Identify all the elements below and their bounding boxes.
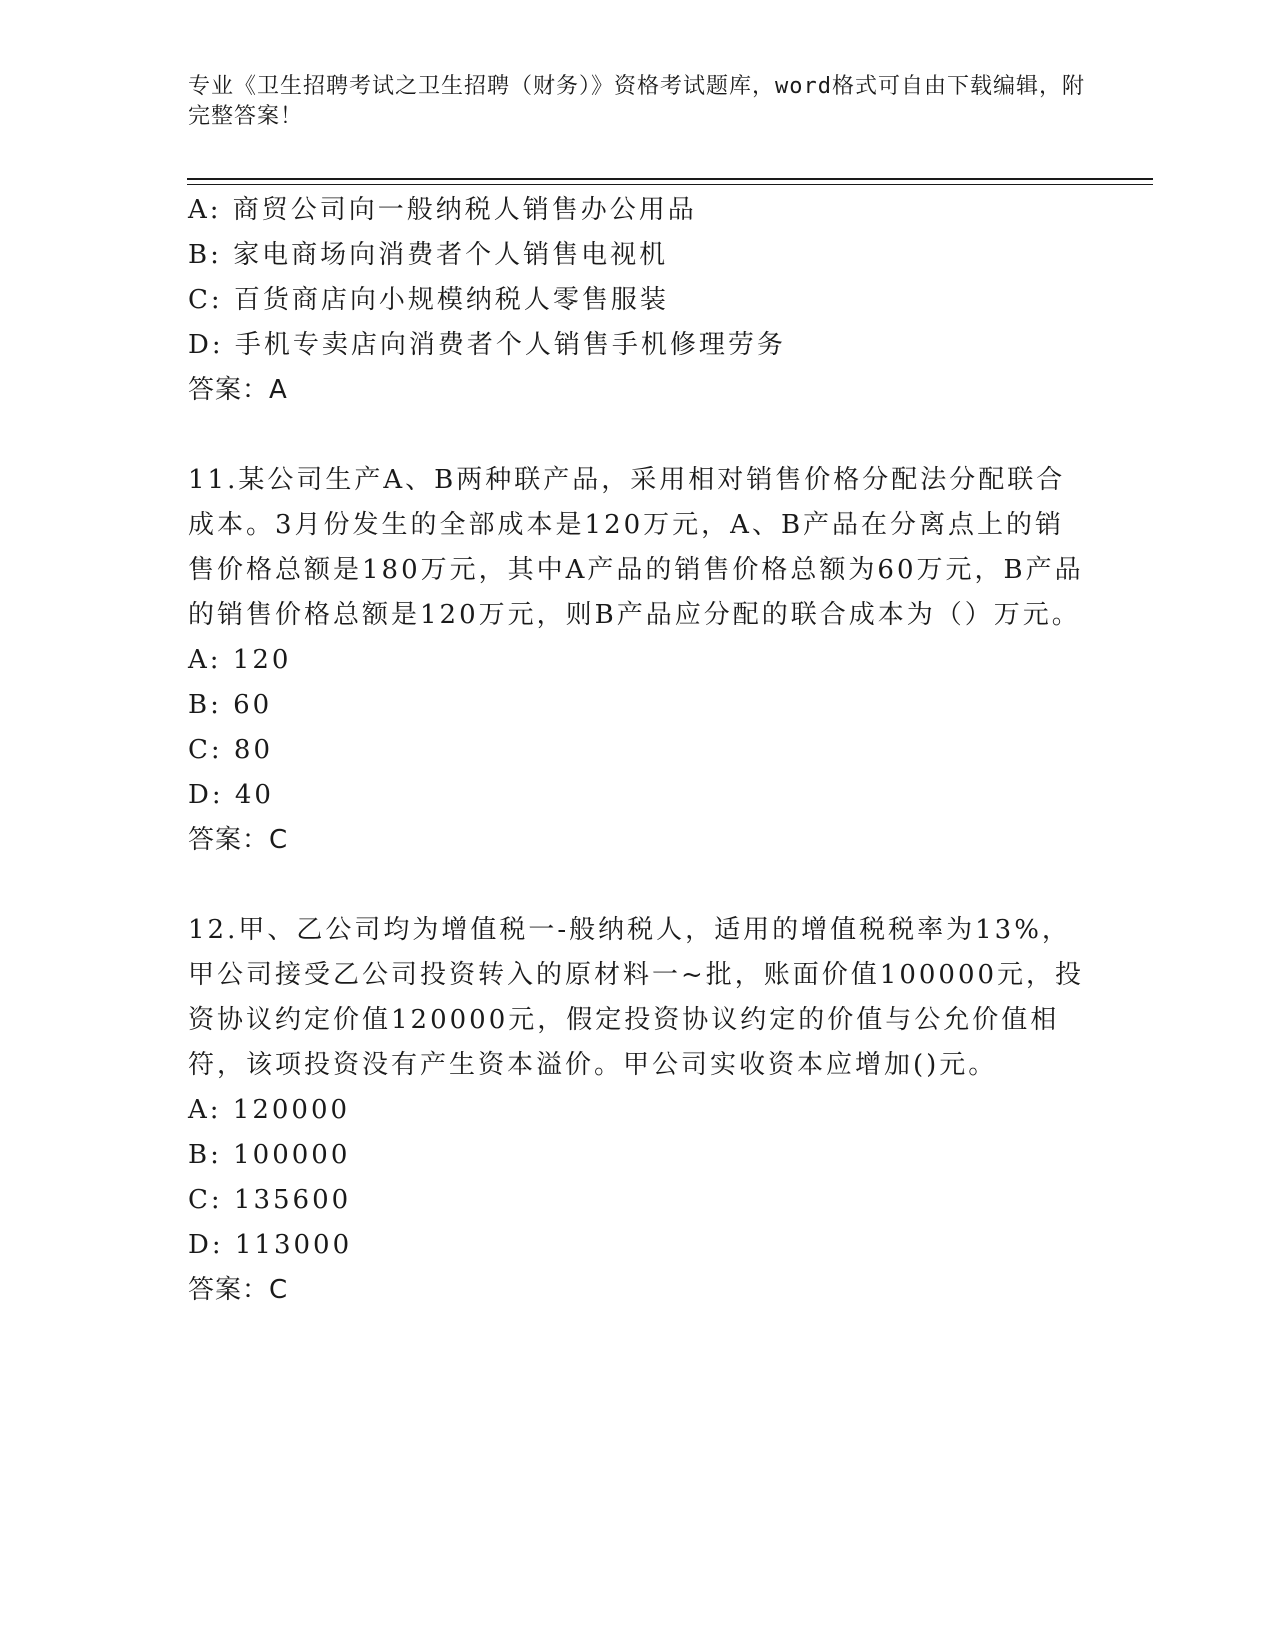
answer-line: 答案：C [188, 825, 289, 855]
spacer [188, 413, 1088, 458]
option-b: B: 家电商场向消费者个人销售电视机 [188, 240, 669, 270]
option-a: A: 商贸公司向一般纳税人销售办公用品 [188, 195, 697, 225]
option-c: C: 135600 [188, 1185, 352, 1215]
header-rule-thick [187, 178, 1153, 180]
question-stem: 12.甲、乙公司均为增值税一-般纳税人，适用的增值税税率为13%，甲公司接受乙公司投资转入的原材料一~批，账面价值100000元，投资协议约定价值120000元，假定投资协议约定的价值与公允价值相符，该项投资没有产生资本溢价。甲公司实收资本应增加()元。 [188, 915, 1085, 1080]
document-header: 专业《卫生招聘考试之卫生招聘（财务）》资格考试题库，word格式可自由下载编辑，附完整答案！ [188, 74, 1085, 129]
option-b: B: 100000 [188, 1140, 351, 1170]
question-12-block [188, 908, 1088, 1313]
option-d: D: 40 [188, 780, 274, 810]
option-c: C: 80 [188, 735, 274, 765]
option-d: D: 手机专卖店向消费者个人销售手机修理劳务 [188, 330, 786, 360]
question-content [188, 188, 1088, 1313]
option-c: C: 百货商店向小规模纳税人零售服装 [188, 285, 669, 315]
answer-line: 答案：C [188, 1275, 289, 1305]
answer-line: 答案：A [188, 375, 288, 405]
option-a: A: 120 [188, 645, 292, 675]
question-11-block [188, 458, 1088, 863]
option-d: D: 113000 [188, 1230, 353, 1260]
option-a: A: 120000 [188, 1095, 351, 1125]
prev-question-block [188, 188, 1088, 413]
spacer [188, 863, 1088, 908]
option-b: B: 60 [188, 690, 273, 720]
header-rule-thin [187, 184, 1153, 185]
question-stem: 11.某公司生产A、B两种联产品，采用相对销售价格分配法分配联合成本。3月份发生的全部成本是120万元，A、B产品在分离点上的销售价格总额是180万元，其中A产品的销售价格总额为60万元，B产品的销售价格总额是120万元，则B产品应分配的联合成本为（）万元。 [188, 465, 1084, 630]
